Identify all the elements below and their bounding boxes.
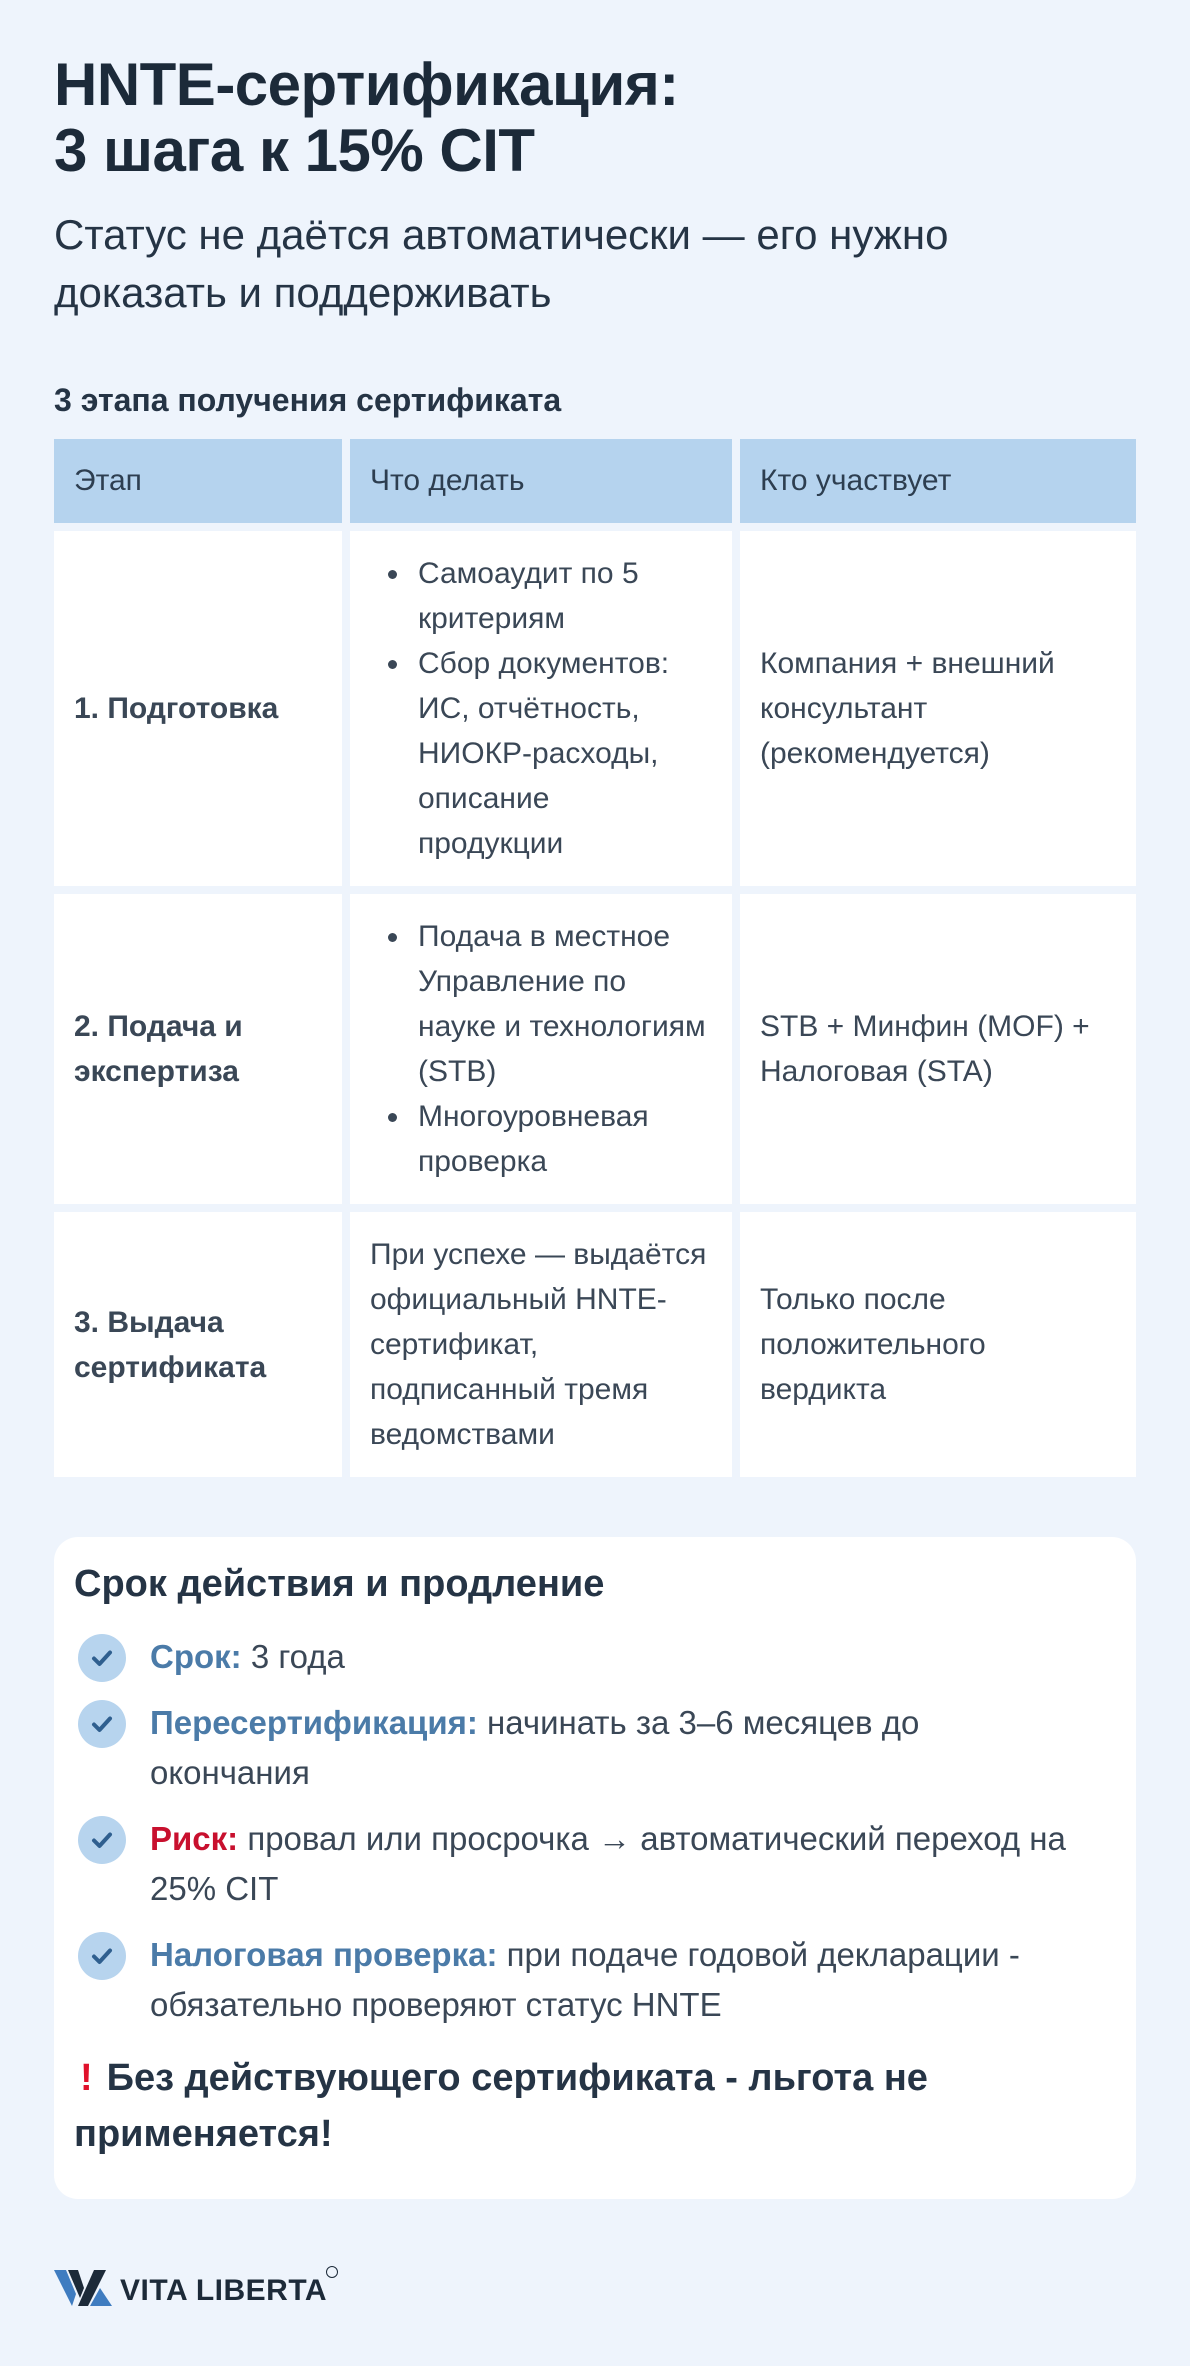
item-value: начинать за 3–6 месяцев до	[477, 1704, 920, 1741]
list-item-text: НИОКР-расходы,	[418, 737, 659, 770]
participants-text: консультант	[760, 692, 928, 725]
participants-text: (рекомендуется)	[760, 737, 990, 770]
table-row	[54, 531, 1136, 894]
stage-cell	[54, 1212, 350, 1485]
brand-logo	[54, 2262, 354, 2312]
participants-text: вердикта	[760, 1373, 887, 1406]
column-header-actions: Что делать	[350, 439, 740, 531]
list-item	[74, 1698, 1116, 1798]
warning-line: применяется!	[74, 2113, 333, 2155]
warning-note	[74, 2050, 1116, 2162]
check-icon	[78, 1700, 126, 1748]
participants-text: положительного	[760, 1328, 986, 1361]
stage-name: 3. Выдача	[74, 1305, 224, 1339]
title-line: HNTE-сертификация:	[54, 51, 679, 118]
stage-name: сертификата	[74, 1350, 267, 1384]
action-text: ведомствами	[370, 1418, 555, 1451]
list-item-text	[150, 1930, 1116, 1980]
list-item-text: Сбор документов:	[418, 647, 670, 680]
list-item	[370, 914, 712, 1094]
list-item-text: Управление по	[418, 965, 627, 998]
logo-text: VITA LIBERTA	[120, 2274, 328, 2307]
vita-liberta-logo-icon	[54, 2268, 112, 2308]
infographic	[54, 52, 1136, 2199]
stage-name: 2. Подача и	[74, 1010, 243, 1043]
participants-cell	[740, 531, 1136, 894]
list-item-text	[150, 1814, 1116, 1864]
stage-name: экспертиза	[74, 1055, 239, 1088]
stage-cell	[54, 894, 350, 1212]
table-header-row	[54, 439, 1136, 531]
item-value: 3 года	[241, 1638, 345, 1675]
check-icon	[78, 1634, 126, 1682]
actions-cell	[350, 531, 740, 894]
actions-list	[370, 914, 712, 1184]
item-value: провал или просрочка → автоматический переход на	[238, 1820, 1066, 1857]
registered-mark-icon	[326, 2266, 338, 2278]
list-item-text: Многоуровневая	[418, 1100, 649, 1133]
list-item-text: науке и технологиям	[418, 1010, 706, 1043]
list-item	[74, 1632, 1116, 1682]
list-item-text: критериям	[418, 602, 565, 635]
item-key: Риск:	[150, 1820, 239, 1857]
list-item	[370, 641, 712, 866]
participants-cell	[740, 1212, 1136, 1485]
item-key: Пересертификация:	[150, 1704, 478, 1741]
actions-cell	[350, 894, 740, 1212]
action-text: подписанный тремя	[370, 1373, 649, 1406]
check-icon	[78, 1932, 126, 1980]
actions-cell	[350, 1212, 740, 1485]
list-item-text: описание	[418, 782, 550, 815]
table-row	[54, 1212, 1136, 1485]
list-item-text: (STB)	[418, 1055, 497, 1088]
action-text: При успехе — выдаётся	[370, 1238, 707, 1271]
column-header-stage: Этап	[54, 439, 350, 531]
validity-list	[74, 1632, 1116, 2030]
participants-text: Налоговая (STA)	[760, 1055, 993, 1088]
check-icon	[78, 1816, 126, 1864]
list-item-text: ИС, отчётность,	[418, 692, 640, 725]
list-item-text	[150, 1698, 1116, 1748]
list-item-text	[150, 1632, 1116, 1682]
list-item	[74, 1814, 1116, 1914]
item-value: обязательно проверяют статус HNTE	[150, 1986, 722, 2023]
list-item	[370, 1094, 712, 1184]
item-value: при подаче годовой декларации -	[497, 1936, 1020, 1973]
steps-table	[54, 439, 1136, 1485]
steps-heading: 3 этапа получения сертификата	[54, 382, 562, 418]
stage-cell	[54, 531, 350, 894]
warning-line	[74, 2050, 1116, 2106]
column-header-participants: Кто участвует	[740, 439, 1136, 531]
participants-text: STB + Минфин (MOF) +	[760, 1010, 1090, 1043]
list-item	[74, 1930, 1116, 2030]
participants-cell	[740, 894, 1136, 1212]
table-row	[54, 894, 1136, 1212]
subtitle-line: Статус не даётся автоматически — его нужно	[54, 211, 949, 258]
action-text: сертификат,	[370, 1328, 539, 1361]
page-title	[54, 52, 1136, 184]
page-subtitle	[54, 206, 1136, 322]
stage-name: 1. Подготовка	[74, 692, 279, 725]
list-item-text: продукции	[418, 827, 564, 860]
list-item-text: Подача в местное	[418, 920, 671, 953]
item-value: 25% CIT	[150, 1870, 279, 1907]
warning-text: Без действующего сертификата - льгота не	[106, 2057, 928, 2099]
participants-text: Только после	[760, 1283, 946, 1316]
validity-card	[54, 1537, 1136, 2199]
item-key: Налоговая проверка:	[150, 1936, 498, 1973]
actions-list	[370, 551, 712, 866]
exclamation-icon: !	[80, 2057, 93, 2099]
subtitle-line: доказать и поддерживать	[54, 269, 552, 316]
title-line: 3 шага к 15% CIT	[54, 117, 535, 184]
action-text: официальный HNTE-	[370, 1283, 667, 1316]
participants-text: Компания + внешний	[760, 647, 1055, 680]
item-value: окончания	[150, 1754, 310, 1791]
item-key: Срок:	[150, 1638, 242, 1675]
list-item-text: Самоаудит по 5	[418, 557, 639, 590]
card-title: Срок действия и продление	[74, 1563, 605, 1605]
list-item-text: проверка	[418, 1145, 548, 1178]
list-item	[370, 551, 712, 641]
